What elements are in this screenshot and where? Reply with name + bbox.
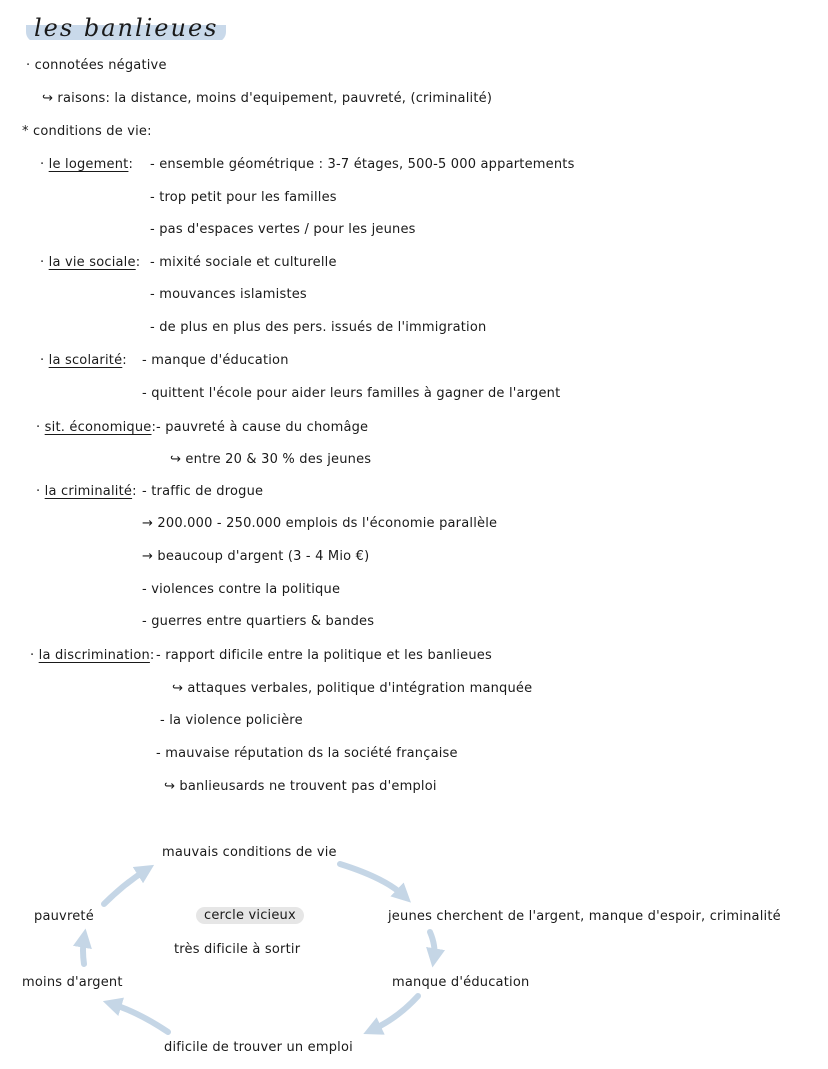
list-item: - rapport dificile entre la politique et les banlieues (156, 648, 492, 663)
list-item: - manque d'éducation (142, 353, 289, 368)
cycle-bottom: dificile de trouver un emploi (164, 1040, 353, 1055)
intro-reasons: ↪ raisons: la distance, moins d'equipement, pauvreté, (criminalité) (42, 91, 493, 106)
list-item: - quittent l'école pour aider leurs familles à gagner de l'argent (142, 386, 561, 401)
arrow-bottom-left (112, 1004, 168, 1032)
vie-sociale-label: la vie sociale (48, 255, 136, 270)
list-item: - pas d'espaces vertes / pour les jeunes (150, 222, 416, 237)
list-item: - mixité sociale et culturelle (150, 255, 337, 270)
arrow-top-right (340, 864, 404, 896)
conditions-heading: * conditions de vie: (22, 124, 152, 139)
list-item: - pauvreté à cause du chomâge (156, 420, 369, 435)
section-label-scolarite: · la scolarité: (40, 353, 127, 368)
list-item: - la violence policière (160, 713, 303, 728)
scolarite-label: la scolarité (48, 353, 123, 368)
page-title: les banlieues (26, 14, 226, 42)
list-item: - mauvaise réputation ds la société française (156, 746, 458, 761)
cycle-center-title (196, 908, 304, 923)
list-item: ↪ banlieusards ne trouvent pas d'emploi (164, 779, 437, 794)
list-item: - trop petit pour les familles (150, 190, 337, 205)
list-item: ↪ entre 20 & 30 % des jeunes (170, 452, 372, 467)
cycle-center-sub: très dificile à sortir (174, 942, 301, 957)
list-item: - mouvances islamistes (150, 287, 307, 302)
list-item: → 200.000 - 250.000 emplois ds l'économie parallèle (142, 516, 498, 531)
cycle-left-top: pauvreté (34, 909, 94, 924)
cycle-left-bottom: moins d'argent (22, 975, 123, 990)
list-item: ↪ attaques verbales, politique d'intégration manquée (172, 681, 533, 696)
cycle-center-highlight: cercle vicieux (196, 907, 304, 924)
economique-label: sit. économique (44, 420, 152, 435)
intro-line: · connotées négative (26, 58, 167, 73)
section-label-economique: · sit. économique: (36, 420, 157, 435)
list-item: → beaucoup d'argent (3 - 4 Mio €) (142, 549, 370, 564)
arrow-right-down (430, 932, 435, 958)
arrow-top-left (104, 870, 146, 904)
cycle-top: mauvais conditions de vie (162, 845, 337, 860)
cycle-right-top: jeunes cherchent de l'argent, manque d'espoir, criminalité (388, 909, 781, 924)
list-item: - de plus en plus des pers. issués de l'immigration (150, 320, 487, 335)
section-label-discrimination: · la discrimination: (30, 648, 155, 663)
logement-label: le logement (48, 157, 129, 172)
cycle-right-bottom: manque d'éducation (392, 975, 530, 990)
section-label-criminalite: · la criminalité: (36, 484, 137, 499)
list-item: - ensemble géométrique : 3-7 étages, 500-5 000 appartements (150, 157, 575, 172)
criminalite-label: la criminalité (44, 484, 133, 499)
section-label-logement: · le logement: (40, 157, 134, 172)
list-item: - guerres entre quartiers & bandes (142, 614, 375, 629)
list-item: - traffic de drogue (142, 484, 264, 499)
list-item: - violences contre la politique (142, 582, 341, 597)
arrow-bottom-right (372, 996, 418, 1030)
discrimination-label: la discrimination (38, 648, 150, 663)
section-label-vie-sociale: · la vie sociale: (40, 255, 141, 270)
arrow-left-up (83, 938, 84, 964)
